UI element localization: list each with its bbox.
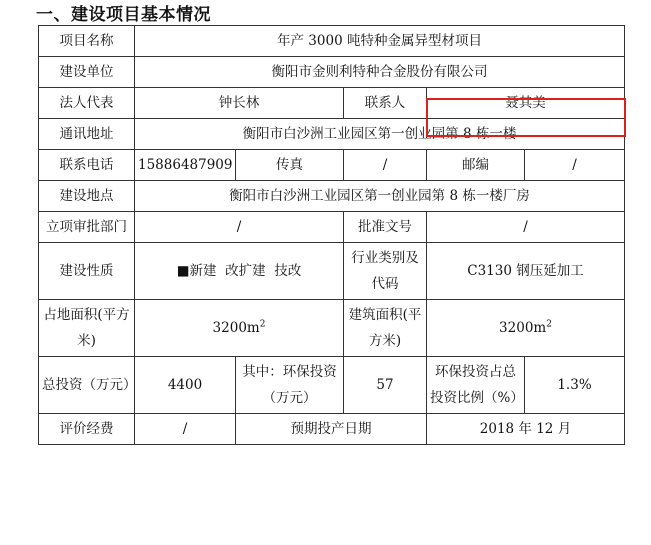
label-total-investment: 总投资（万元） bbox=[39, 357, 135, 414]
row-phone bbox=[39, 150, 625, 181]
value-building-area: $3200m^2$ bbox=[427, 300, 625, 357]
label-industry: 行业类别及代码 bbox=[344, 243, 427, 300]
label-building-area: 建筑面积(平方米) bbox=[344, 300, 427, 357]
value-eval-fee: / bbox=[135, 414, 236, 445]
label-site: 建设地点 bbox=[39, 181, 135, 212]
value-site: 衡阳市白沙洲工业园区第一创业园第 8 栋一楼厂房 bbox=[135, 181, 625, 212]
value-env-investment: 57 bbox=[344, 357, 427, 414]
value-contact-person: 聂其美 bbox=[427, 88, 625, 119]
row-nature bbox=[39, 243, 625, 300]
value-approval-dept: / bbox=[135, 212, 344, 243]
label-construction-unit: 建设单位 bbox=[39, 57, 135, 88]
value-phone: 15886487909 bbox=[135, 150, 236, 181]
row-eval bbox=[39, 414, 625, 445]
label-postcode: 邮编 bbox=[427, 150, 525, 181]
value-postcode: / bbox=[525, 150, 625, 181]
label-env-ratio: 环保投资占总投资比例（%） bbox=[427, 357, 525, 414]
label-project-name: 项目名称 bbox=[39, 26, 135, 57]
value-total-investment: 4400 bbox=[135, 357, 236, 414]
value-address: 衡阳市白沙洲工业园区第一创业园第 8 栋一楼 bbox=[135, 119, 625, 150]
row-project-name bbox=[39, 26, 625, 57]
row-legal-rep bbox=[39, 88, 625, 119]
row-construction-unit bbox=[39, 57, 625, 88]
row-approval bbox=[39, 212, 625, 243]
label-land-area: 占地面积(平方米) bbox=[39, 300, 135, 357]
project-info-table bbox=[38, 25, 625, 445]
label-contact-person: 联系人 bbox=[344, 88, 427, 119]
section-heading: 一、建设项目基本情况 bbox=[36, 5, 211, 25]
label-eval-fee: 评价经费 bbox=[39, 414, 135, 445]
value-legal-rep: 钟长林 bbox=[135, 88, 344, 119]
label-expected-date: 预期投产日期 bbox=[236, 414, 427, 445]
value-fax: / bbox=[344, 150, 427, 181]
label-fax: 传真 bbox=[236, 150, 344, 181]
label-nature: 建设性质 bbox=[39, 243, 135, 300]
nature-new: ■新建 bbox=[176, 263, 217, 279]
value-land-area: $3200m^2$ bbox=[135, 300, 344, 357]
label-approval-dept: 立项审批部门 bbox=[39, 212, 135, 243]
value-approval-doc: / bbox=[427, 212, 625, 243]
row-area bbox=[39, 300, 625, 357]
value-expected-date: 2018 年 12 月 bbox=[427, 414, 625, 445]
value-nature bbox=[135, 243, 344, 300]
label-legal-rep: 法人代表 bbox=[39, 88, 135, 119]
value-project-name: 年产 3000 吨特种金属异型材项目 bbox=[135, 26, 625, 57]
label-env-investment: 其中：环保投资（万元） bbox=[236, 357, 344, 414]
row-site bbox=[39, 181, 625, 212]
label-phone: 联系电话 bbox=[39, 150, 135, 181]
row-address bbox=[39, 119, 625, 150]
nature-tech: 技改 bbox=[274, 263, 302, 279]
label-approval-doc: 批准文号 bbox=[344, 212, 427, 243]
value-env-ratio: 1.3% bbox=[525, 357, 625, 414]
value-construction-unit: 衡阳市金则利特种合金股份有限公司 bbox=[135, 57, 625, 88]
label-address: 通讯地址 bbox=[39, 119, 135, 150]
row-investment bbox=[39, 357, 625, 414]
nature-expand: 改扩建 bbox=[225, 263, 266, 279]
value-industry: C3130 钢压延加工 bbox=[427, 243, 625, 300]
